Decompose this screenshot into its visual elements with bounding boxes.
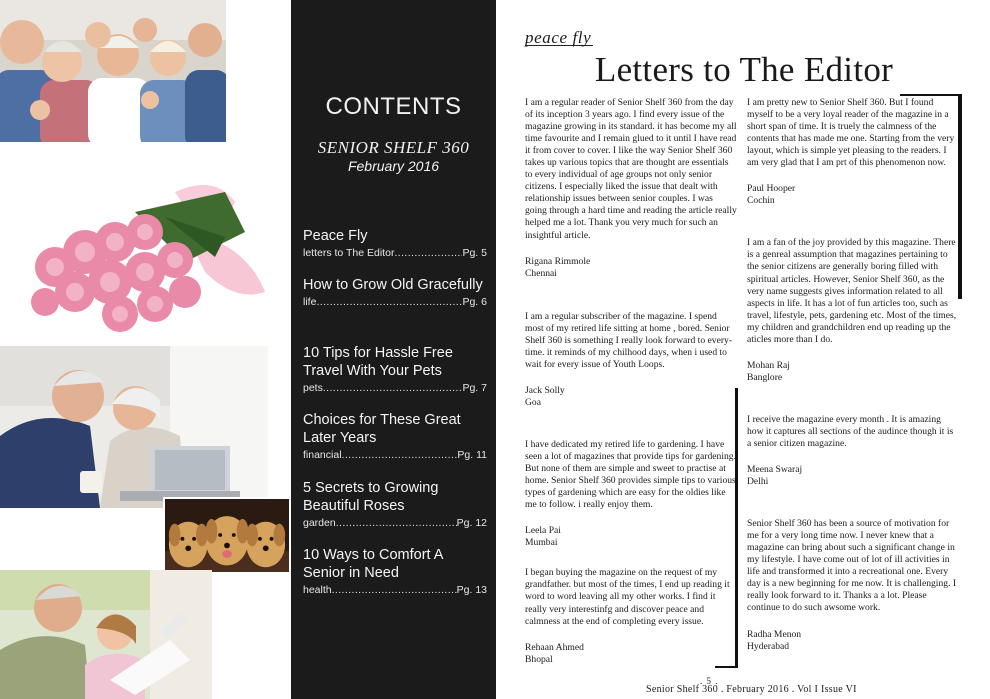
letter-city: Bhopal: [525, 653, 553, 665]
toc-entry-title: 10 Tips for Hassle Free Travel With Your Pets: [303, 345, 453, 379]
toc-entry-line: [303, 583, 487, 597]
toc-entry-section: pets: [303, 382, 323, 394]
letter-city: Cochin: [747, 195, 775, 207]
toc-entry-section: financial: [303, 449, 342, 461]
page-title: Letters to The Editor: [594, 50, 894, 89]
letter-city: Delhi: [747, 476, 769, 488]
letter-author: Rigana Rimmole: [525, 255, 591, 267]
toc-entry-page: Pg. 13: [456, 584, 487, 596]
toc-entry-title: 10 Ways to Comfort A Senior in Need: [303, 547, 443, 581]
letters-column-right: [747, 97, 959, 667]
letter: [747, 414, 959, 488]
pink-roses-bouquet-photo: [15, 172, 277, 340]
grandfather-reading-with-child-photo: [0, 570, 212, 699]
toc-entry-later-years[interactable]: [303, 411, 487, 462]
letter: [525, 439, 737, 549]
letter: [525, 311, 737, 409]
letter-author: Meena Swaraj: [747, 464, 803, 476]
contents-heading: CONTENTS: [325, 93, 462, 120]
toc-entry-pets[interactable]: [303, 344, 487, 395]
dot-leader: [342, 448, 458, 462]
toc-entry-grow-old[interactable]: [303, 276, 487, 309]
letter-body: Senior Shelf 360 has been a source of motivation for me for a very long time now. I never knew that a magazine can bring about such a significant change in my lifestyle. I have come out of lot of ill activities in life and transformed it into a recreational one. Every day is a new beginning for me now. It is challenging. I really look forward to it. Thanks a a lot. Please continue to do such awsome work.: [747, 518, 957, 614]
letter-author: Radha Menon: [747, 628, 802, 640]
group-of-cheering-seniors-photo: [0, 0, 226, 142]
toc-entry-section: letters to The Editor: [303, 247, 395, 259]
toc-entry-title: Choices for These Great Later Years: [303, 412, 461, 446]
issue-date: February 2016: [347, 158, 440, 174]
toc-entry-page: Pg. 7: [462, 382, 487, 394]
toc-entry-section: life: [303, 296, 317, 308]
letter-author: Paul Hooper: [747, 183, 796, 195]
letters-column-left: [525, 97, 737, 680]
letter-body: I am pretty new to Senior Shelf 360. But I found myself to be a very loyal reader of the magazine in a short span of time. It is truely the calmness of the contents that has made me one. Starting from the very layout, which is simple yet pleasing to the readers. I am very glad that I am prt of this phenomenon now.: [747, 97, 955, 169]
letter-city: Chennai: [525, 267, 557, 279]
toc-entry-page: Pg. 11: [457, 449, 487, 461]
letter-body: I receive the magazine every month . It is amazing how it captures all sections of the audince though it is a senior citizen magazine.: [747, 413, 954, 449]
toc-entry-section: health: [303, 584, 332, 596]
toc-entry-line: [303, 448, 487, 462]
toc-entry-title: 5 Secrets to Growing Beautiful Roses: [303, 480, 439, 514]
toc-entry-line: [303, 516, 487, 530]
letter-body: I am a regular subscriber of the magazine. I spend most of my retired life sitting at home , bored. Senior Shelf 360 is something I really look forward to every-time. it reminds of my chilhood days, when i used to wait for every issue of Youth Loops.: [525, 310, 733, 370]
letter-body: I am a fan of the joy provided by this magazine. There is a genreal assumption that magazines pertaining to the senior citizens are generally boring filled with spiritual articles. However, Senior Shelf 360, as the very name suggests gives information related to all aspects in life. It has a lot of fun articles too, such as travel, lifestyle, pets, gardening etc. Most of the times, my children and grandchildren end up reading up the aticles more than I do.: [747, 237, 957, 345]
toc-entry-title: How to Grow Old Gracefully: [303, 277, 483, 293]
toc-entry-line: [303, 381, 487, 395]
toc-entry-page: Pg. 6: [462, 296, 487, 308]
letter: [747, 97, 959, 207]
letter-author: Leela Pai: [525, 525, 561, 537]
toc-entry-line: [303, 295, 487, 309]
page-number: . 5 .: [700, 676, 719, 686]
letter-body: I began buying the magazine on the request of my grandfather. but most of the times, I end up reading it word to word leaving all my other works. I find it really very interestinfg and discover peace and calmness at the end of completing every issue.: [525, 567, 730, 627]
letter-city: Mumbai: [525, 537, 558, 549]
letter-body: I am a regular reader of Senior Shelf 360 from the day of its inception 3 years ago. I find every issue of the magazine growing in its standard. it has become my all time favourite and I remain glued to it until I have read it from cover to cover. I like the way Senior Shelf 360 takes up various topics that are thought are essentials to every individual of age groups not only senior citizens. I especially liked the issue that dealt with relationship issues between senior couples. I was going through a hard time and reading the article really helped me a lot. Thank you very much for such an insightful article.: [525, 97, 737, 241]
letter: [525, 97, 737, 280]
letter-body: I have dedicated my retired life to gardening. I have seen a lot of magazines that provide tips for gardening. But none of them are simple and sweet to practise at home. Senior Shelf 360 provides simple tips to various types of gardening which are easy for the oldies like me to follow. i really enjoy them.: [525, 438, 736, 511]
toc-entry-page: Pg. 12: [456, 517, 487, 529]
dot-leader: [332, 583, 457, 597]
table-of-contents: [291, 0, 496, 699]
toc-entry-line: [303, 246, 487, 260]
letter-city: Banglore: [747, 371, 783, 383]
page-footer: Senior Shelf 360 . February 2016 . Vol I Issue VI: [646, 684, 857, 695]
dot-leader: [336, 516, 457, 530]
letter-author: Rehaan Ahmed: [525, 641, 584, 653]
letter: [747, 518, 959, 652]
toc-entry-title: Peace Fly: [303, 228, 368, 244]
letter-city: Hyderabad: [747, 640, 790, 652]
letter: [525, 567, 737, 665]
letter-city: Goa: [525, 396, 541, 408]
magazine-name: SENIOR SHELF 360: [317, 138, 470, 157]
toc-entry-roses[interactable]: [303, 479, 487, 530]
dot-leader: [316, 295, 462, 309]
senior-couple-with-laptop-photo: [0, 346, 268, 508]
section-tag: peace fly: [525, 28, 592, 47]
toc-entry-comfort-senior[interactable]: [303, 546, 487, 597]
toc-entry-peace-fly[interactable]: [303, 227, 487, 260]
toc-entry-page: Pg. 5: [462, 247, 487, 259]
decorative-rule: [900, 94, 962, 96]
letter-author: Jack Solly: [525, 384, 565, 396]
dot-leader: [394, 246, 462, 260]
dot-leader: [323, 381, 463, 395]
letter: [747, 237, 959, 384]
three-puppies-photo: [163, 497, 291, 574]
letter-author: Mohan Raj: [747, 359, 790, 371]
toc-entry-section: garden: [303, 517, 336, 529]
